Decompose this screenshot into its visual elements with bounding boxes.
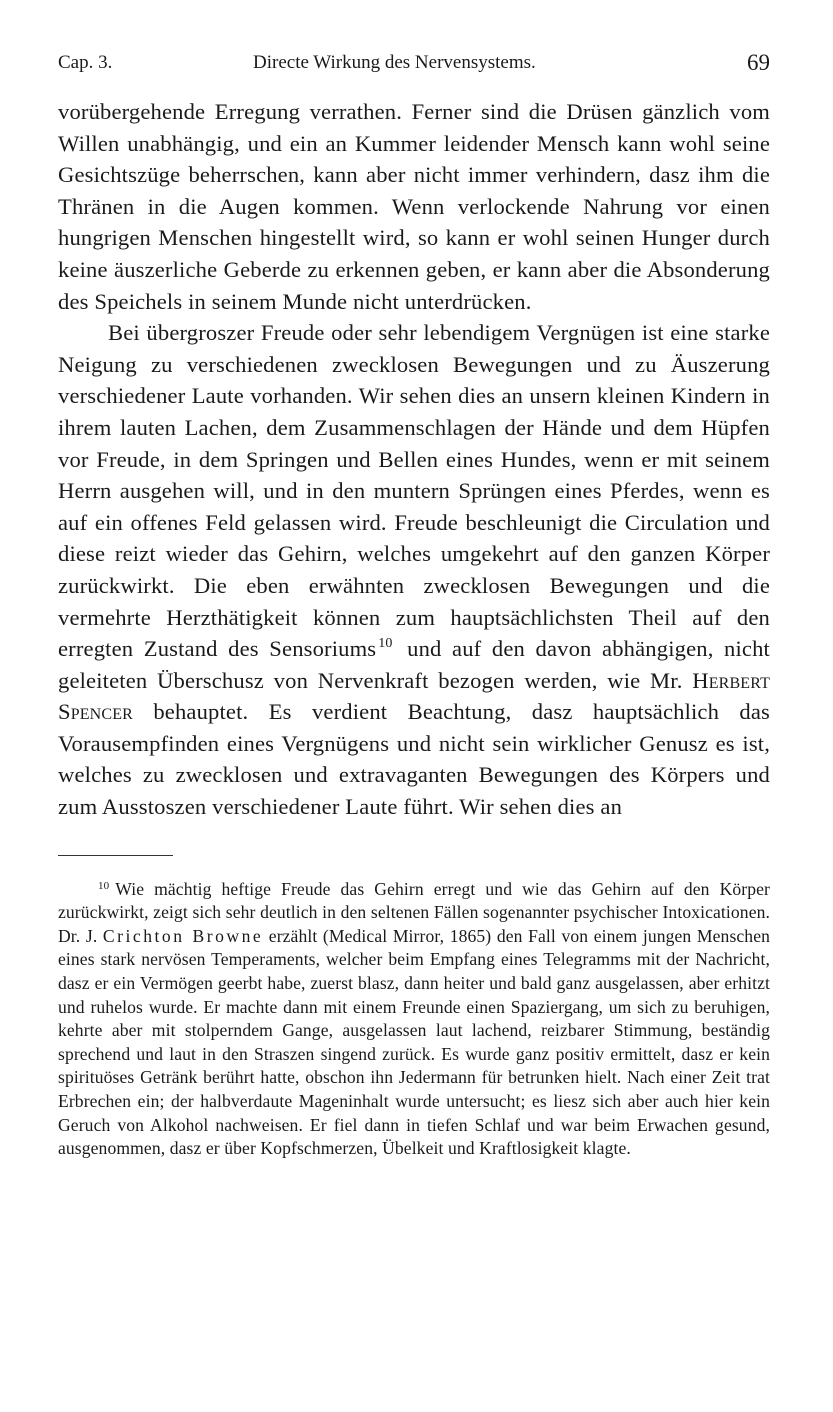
page-number: 69 [747,50,770,75]
footnote-divider [58,855,173,856]
footnote [58,878,770,1161]
footnote-reference: 10 [378,636,393,652]
running-title: Directe Wirkung des Nervensystems. [253,52,536,73]
author-name: Herbert Spencer [58,667,770,725]
paragraph-2-part-a: Bei übergroszer Freude oder sehr lebendigem Vergnügen ist eine starke Neigung zu verschiedenen zwecklosen Bewegungen und zu Äuszerung verschiedener Laute vorhanden. Wir sehen dies an unsern kleinen Kindern in ihrem lauten Lachen, dem Zusammenschlagen der Hände und dem Hüpfen vor Freude, in dem Springen und Bellen eines Hundes, wenn er mit seinem Herrn ausgehen will, und in den muntern Sprüngen eines Pferdes, wenn es auf ein offenes Feld gelassen wird. Freude beschleunigt die Circulation und diese reizt wieder das Gehirn, welches umgekehrt auf den ganzen Körper zurückwirkt. Die eben erwähnten zwecklosen Bewegungen und die vermehrte Herzthätigkeit können zum hauptsächlichsten Theil auf den erregten Zustand des Sensoriums [58,320,770,662]
footnote-cited-name: Crichton Browne [102,925,264,946]
chapter-label: Cap. 3. [58,52,113,73]
paragraph-2-part-b: und auf den davon abhängigen, nicht geleiteten Überschusz von Nervenkraft bezogen werden, wie Mr. [58,636,770,693]
paragraph-1: vorübergehende Erregung verrathen. Ferner sind die Drüsen gänzlich vom Willen unabhängig, und ein an Kummer leidender Mensch kann wohl seine Gesichtszüge beherrschen, kann aber nicht immer verhindern, dasz ihm die Thränen in die Augen kommen. Wenn verlockende Nahrung vor einen hungrigen Menschen hingestellt wird, so kann er wohl seinen Hunger durch keine äuszerliche Geberde zu erkennen geben, er kann aber die Absonderung des Speichels in seinem Munde nicht unterdrücken. [58,99,770,314]
footnote-text-a: Wie mächtig heftige Freude das Gehirn erregt und wie das Gehirn auf den Körper zurückwirkt, zeigt sich sehr deutlich in den seltenen Fällen sogenannter psychischer Intoxicationen. Dr. J. [58,878,770,946]
footnote-marker: 10 [98,879,110,892]
footnote-paragraph [58,878,770,1161]
book-page [58,44,770,1161]
running-header [58,44,770,74]
paragraph-2 [58,317,770,823]
main-text [58,96,770,823]
footnote-text-b: erzählt (Medical Mirror, 1865) den Fall von einem jungen Menschen eines stark nervösen Temperaments, welcher beim Empfang eines Telegramms mit der Nachricht, dasz er ein Vermögen geerbt habe, zuerst blasz, dann heiter und bald ganz ausgelassen, aber erhitzt und ruhelos wurde. Er machte dann mit einem Freunde einen Spaziergang, um sich zu beruhigen, kehrte aber mit stolperndem Gange, ausgelassen laut lachend, reizbarer Stimmung, beständig sprechend und laut in den Straszen singend zurück. Es wurde ganz positiv ermittelt, dasz er kein spirituöses Getränk berührt hatte, obschon ihn Jedermann für betrunken hielt. Nach einer Zeit trat Erbrechen ein; der halbverdaute Mageninhalt wurde untersucht; es liesz sich aber auch hier kein Geruch von Alkohol nachweisen. Er fiel dann in tiefen Schlaf und war beim Erwachen gesund, ausgenommen, dasz er über Kopfschmerzen, Übelkeit und Kraftlosigkeit klagte. [58,925,771,1159]
paragraph-2-part-c: behauptet. Es verdient Beachtung, dasz hauptsächlich das Vorausempfinden eines Vergnügens und nicht sein wirklicher Genusz es ist, welches zu zwecklosen und extravaganten Bewegungen des Körpers und zum Ausstoszen verschiedener Laute führt. Wir sehen dies an [58,699,770,820]
